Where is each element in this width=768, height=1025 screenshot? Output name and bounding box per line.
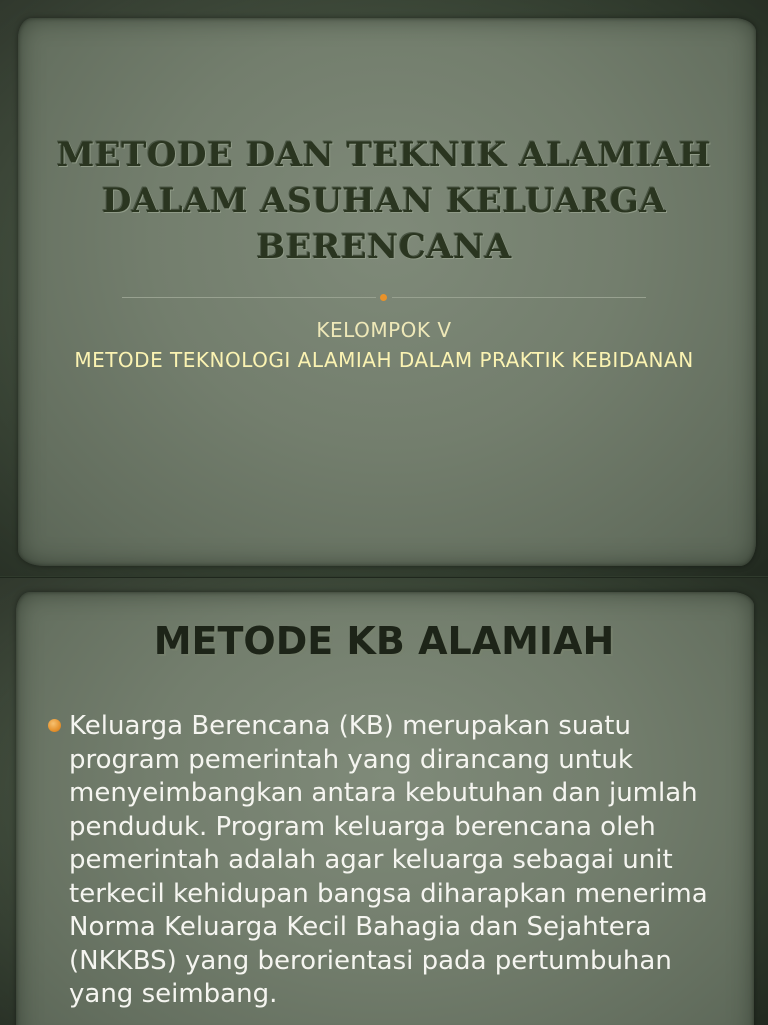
- paper-background: [18, 18, 756, 566]
- bullet-dot-icon: [48, 719, 61, 732]
- slide-heading: METODE KB ALAMIAH: [153, 619, 615, 663]
- divider-line-right: [392, 297, 646, 298]
- slide-content: [0, 577, 768, 1025]
- divider-line-left: [122, 297, 376, 298]
- divider-dot-icon: [380, 294, 387, 301]
- bullet-text: Keluarga Berencana (KB) merupakan suatu program pemerintah yang dirancang untuk menyeimbangkan antara kebutuhan dan jumlah penduduk. Program keluarga berencana oleh pemerintah adalah agar keluarga sebagai unit terkecil kehidupan bangsa diharapkan menerima Norma Keluarga Kecil Bahagia dan Sejahtera (NKKBS) yang berorientasi pada pertumbuhan yang seimbang.: [69, 711, 708, 1009]
- group-label: KELOMPOK V: [316, 318, 452, 342]
- slide-title-heading: METODE DAN TEKNIK ALAMIAH DALAM ASUHAN KELUARGA BERENCANA: [56, 135, 712, 267]
- slide-subtitle: METODE TEKNOLOGI ALAMIAH DALAM PRAKTIK KEBIDANAN: [74, 348, 694, 372]
